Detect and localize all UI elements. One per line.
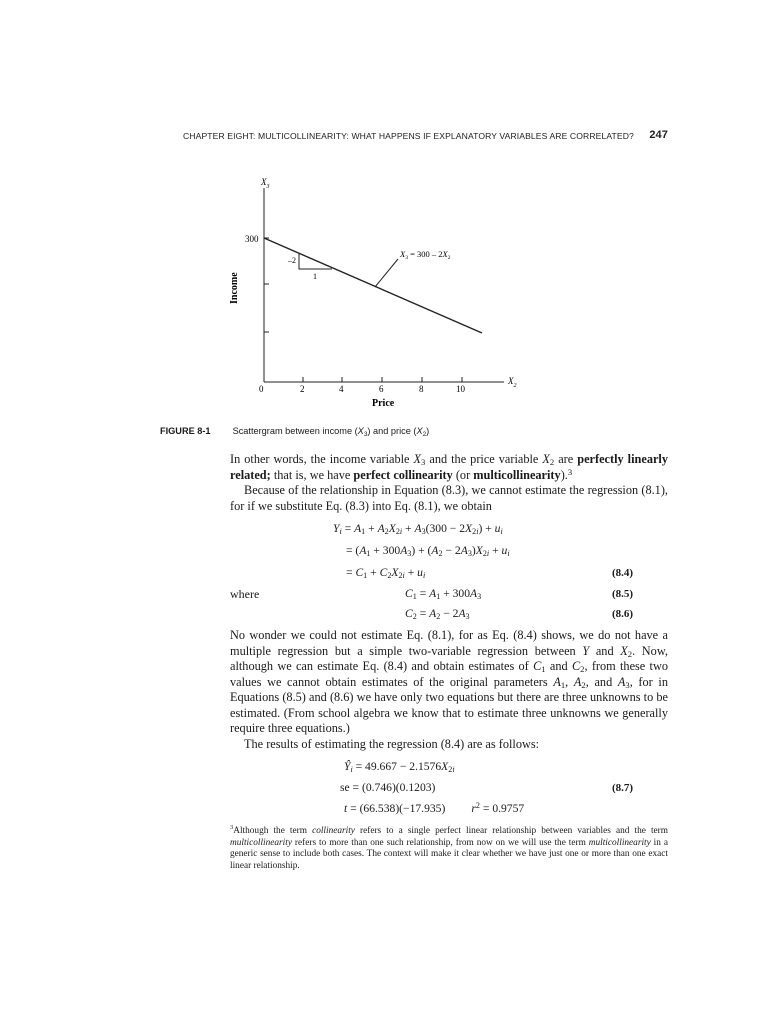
equation-number-8-5: (8.5) bbox=[612, 588, 634, 600]
equation-8-4-line-1: $Y_i = A_1 + A_2X_{2i} + A_3(300 - 2X_{2i}) + u_i$ bbox=[333, 522, 503, 536]
annotation-leader bbox=[375, 259, 398, 287]
body-paragraphs-1 bbox=[230, 452, 668, 514]
y-tick-label: 300 bbox=[245, 234, 259, 244]
page-number: 247 bbox=[649, 129, 668, 141]
x-tick-label: 10 bbox=[456, 384, 465, 394]
x-axis-title: Price bbox=[372, 398, 395, 409]
equation-8-4-line-2: = $(A_1 + 300A_3) + (A_2 - 2A_3)X_{2i} + u_i$ bbox=[346, 544, 510, 558]
equation-number-8-6: (8.6) bbox=[612, 608, 634, 620]
series-line bbox=[264, 238, 482, 333]
paragraph-2: Because of the relationship in Equation (8.3), we cannot estimate the regression (8.1), for if we substitute Eq. (8.3) into Eq. (8.1), we obtain bbox=[230, 483, 668, 513]
where-label: where bbox=[230, 587, 260, 601]
equation-8-4-line-3: = $C_1 + C_2X_{2i} + u_i$ bbox=[346, 566, 426, 580]
figure-caption-text: Scattergram between income $(X_3)$ and price $(X_2)$ bbox=[232, 426, 430, 438]
x-tick-label: 4 bbox=[339, 384, 344, 394]
x-tick-label: 6 bbox=[379, 384, 384, 394]
x-ticks bbox=[303, 377, 462, 382]
slope-run-label: 1 bbox=[313, 272, 317, 281]
running-head-text: CHAPTER EIGHT: MULTICOLLINEARITY: WHAT HAPPENS IF EXPLANATORY VARIABLES ARE CORRELATED? bbox=[183, 131, 634, 141]
line-equation-label: $X_3 = 300 - 2X_2$ bbox=[400, 249, 451, 261]
running-head bbox=[183, 131, 668, 141]
footnote-3: $^3$Although the term collinearity refers to a single perfect linear relationship between variables and the term multicollinearity refers to more than one such relationship, from now on we will use the term multicollinearity in a generic sense to include both cases. The context will make it clear whether we have just one or more than one exact linear relationship. bbox=[230, 824, 668, 871]
equation-8-6: $C_2 = A_2 - 2A_3$ bbox=[405, 607, 470, 621]
figure-label: FIGURE 8-1 bbox=[160, 426, 211, 436]
y-axis-variable: $X_3$ bbox=[261, 177, 270, 190]
x-tick-label: 2 bbox=[300, 384, 305, 394]
equation-number-8-4: (8.4) bbox=[612, 567, 634, 579]
paragraph-4: The results of estimating the regression (8.4) are as follows: bbox=[244, 736, 540, 751]
y-axis-title: Income bbox=[229, 272, 240, 304]
result-line-2: se = (0.746)(0.1203) bbox=[340, 781, 436, 794]
figure-8-1-chart bbox=[222, 170, 522, 415]
x-axis-variable: $X_2$ bbox=[508, 376, 517, 389]
x-tick-label: 8 bbox=[419, 384, 424, 394]
x-tick-label: 0 bbox=[259, 384, 264, 394]
body-paragraphs-2 bbox=[230, 628, 668, 752]
equation-8-5: $C_1 = A_1 + 300A_3$ bbox=[405, 587, 482, 601]
slope-rise-label: –2 bbox=[288, 256, 296, 265]
paragraph-3: No wonder we could not estimate Eq. (8.1), for as Eq. (8.4) shows, we do not have a multiple regression but a simple two-variable regression between Y and $X_2$. Now, although we can estimate Eq. (8.4) and obtain estimates of $C_1$ and $C_2$, from these two values we cannot obtain estimates of the original parameters $A_1$, $A_2$, and $A_3$, for in Equations (8.5) and (8.6) we have only two equations but there are three unknowns to be estimated. (From school algebra we know that to estimate three unknowns we generally require three equations.) bbox=[230, 628, 669, 735]
result-line-1: $Ŷ_i = 49.667 - 2.1576X_{2i}$ bbox=[344, 760, 455, 774]
result-line-3: t = (66.538)(−17.935) $r^2 = 0.9757$ bbox=[344, 801, 525, 815]
paragraph-1: In other words, the income variable $X_3$ and the price variable $X_2$ are perfectly linearly related; that is, we have perfect collinearity (or multicollinearity).$^3$ bbox=[230, 452, 668, 482]
figure-caption bbox=[160, 426, 610, 436]
equation-number-8-7: (8.7) bbox=[612, 782, 634, 794]
